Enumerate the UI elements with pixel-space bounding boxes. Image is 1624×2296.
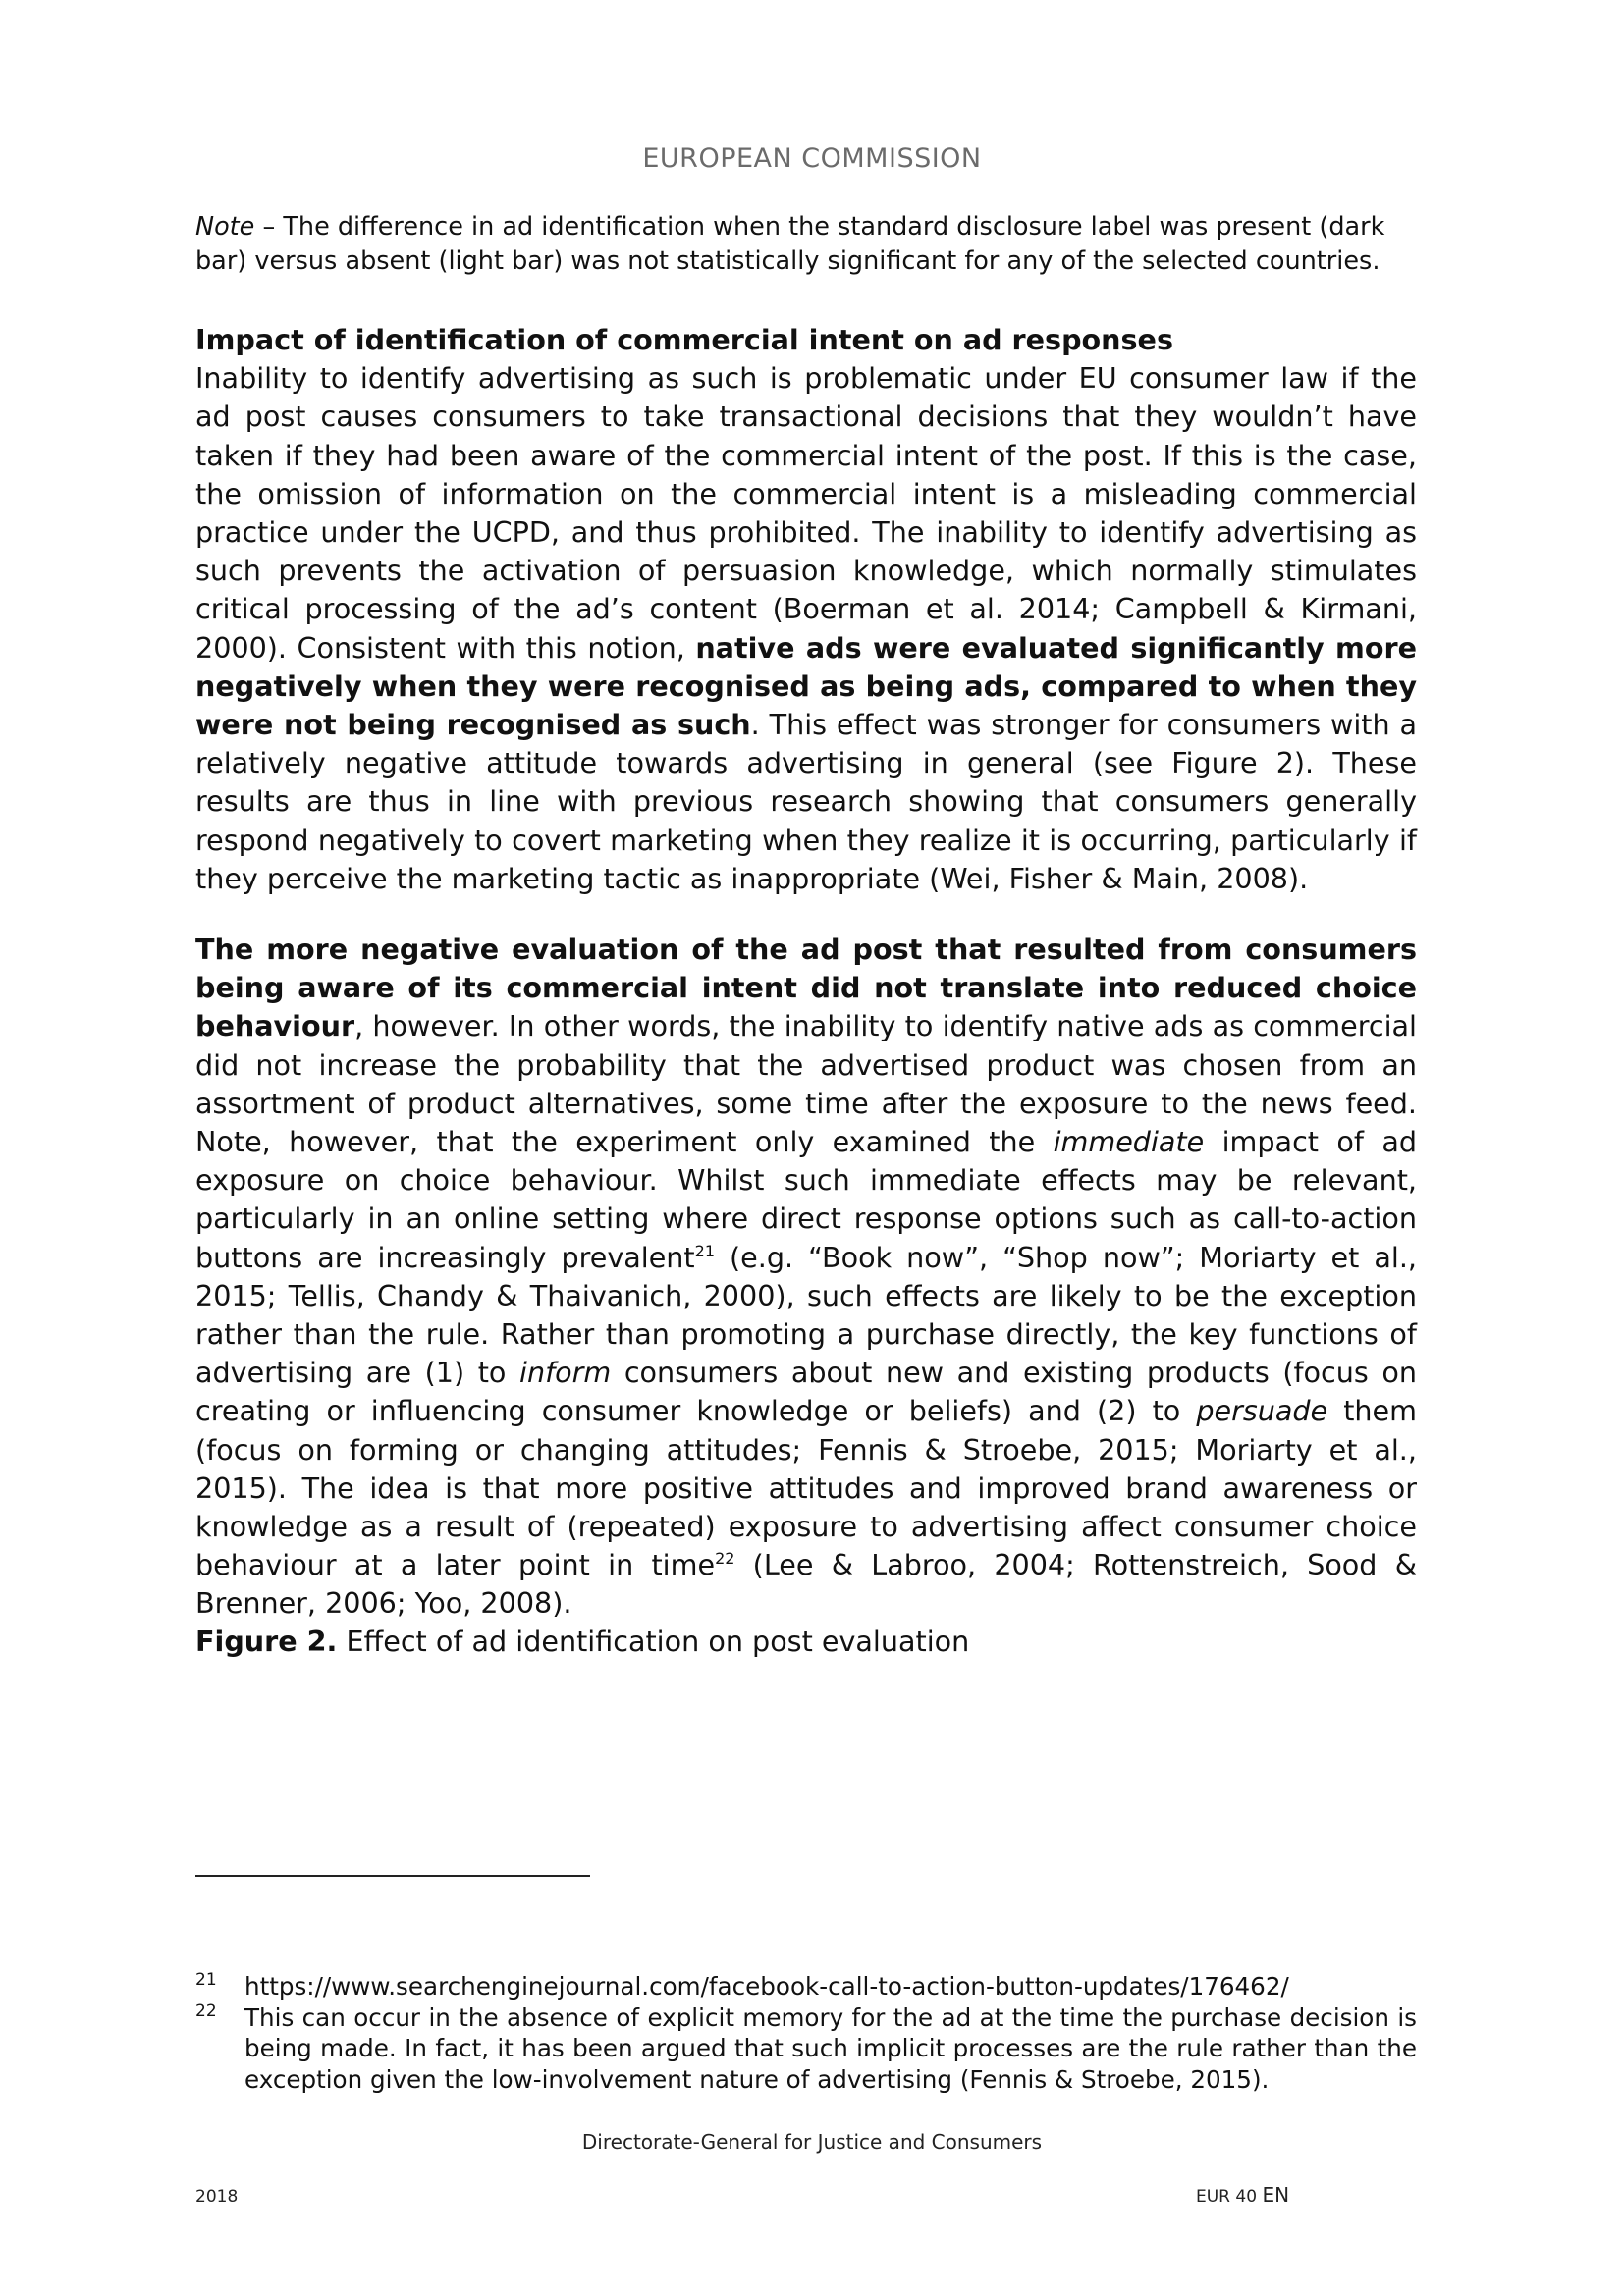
footer-directorate: Directorate-General for Justice and Consumers	[581, 2130, 1043, 2154]
key-finding-1: native ads were evaluated significantly more negatively when they were recognised as being ads, compared to when they were not being recognised as such	[195, 630, 1417, 742]
figure-caption-text: Effect of ad identification on post evaluation	[337, 1625, 970, 1658]
note-label: Note	[195, 212, 255, 241]
footnote-ref-22[interactable]: 22	[715, 1549, 735, 1569]
footnote-number: 21	[195, 1970, 217, 1990]
footnote-link[interactable]: https://www.searchenginejournal.com/facebook-call-to-action-button-updates/176462/	[244, 1972, 1289, 2001]
figure-label: Figure 2.	[195, 1625, 338, 1658]
footnote-number: 22	[195, 2002, 217, 2021]
running-header: EUROPEAN COMMISSION	[642, 143, 982, 174]
footer-page-ref	[1196, 2183, 1289, 2207]
footnote-ref-21[interactable]: 21	[694, 1241, 716, 1260]
figure-note	[195, 210, 1417, 279]
footnote-22	[195, 2002, 1417, 2095]
note-text: – The difference in ad identification when the standard disclosure label was present (dark bar) versus absent (light bar) was not statistically significant for any of the selected countries.	[195, 212, 1385, 276]
footer-year: 2018	[195, 2187, 239, 2207]
footer-eur: EUR 40	[1196, 2187, 1258, 2207]
figure-caption	[195, 1623, 1417, 1661]
section-heading: Impact of identification of commercial intent on ad responses	[195, 323, 1173, 356]
paragraph-1: Inability to identify advertising as such is problematic under EU consumer law if the ad post causes consumers to take transactional decisions that they wouldn’t have taken if they had been aware of the commercial intent of the post. If this is the case, the omission of information on the commercial intent is a misleading commercial practice under the UCPD, and thus prohibited. The inability to identify advertising as such prevents the activation of persuasion knowledge, which normally stimulates critical processing of the ad’s content (Boerman et al. 2014; Campbell & Kirmani, 2000). Consistent with this notion, native ads were evaluated significantly more negatively when they were recognised as being ads, compared to when they were not being recognised as such. This effect was stronger for consumers with a relatively negative attitude towards advertising in general (see Figure 2). These results are thus in line with previous research showing that consumers generally respond negatively to covert marketing when they realize it is occurring, particularly if they perceive the marketing tactic as inappropriate (Wei, Fisher & Main, 2008).	[195, 361, 1417, 895]
footer-lang: EN	[1262, 2183, 1290, 2207]
footnote-21	[195, 1971, 1417, 2002]
section-impact	[195, 321, 1417, 898]
footnote-text: This can occur in the absence of explicit memory for the ad at the time the purchase decision is being made. In fact, it has been argued that such implicit processes are the rule rather than the exception given the low-involvement nature of advertising (Fennis & Stroebe, 2015).	[244, 2003, 1417, 2094]
footnote-separator	[195, 1875, 590, 1877]
key-finding-2: The more negative evaluation of the ad post that resulted from consumers being aware of its commercial intent did not translate into reduced choice behaviour	[195, 933, 1417, 1043]
paragraph-2: The more negative evaluation of the ad post that resulted from consumers being aware of its commercial intent did not translate into reduced choice behaviour, however. In other words, the inability to identify native ads as commercial did not increase the probability that the advertised product was chosen from an assortment of product alternatives, some time after the exposure to the news feed. Note, however, that the experiment only examined the immediate impact of ad exposure on choice behaviour. Whilst such immediate effects may be relevant, particularly in an online setting where direct response options such as call-to-action buttons are increasingly prevalent$^{21}$ (e.g. “Book now”, “Shop now”; Moriarty et al., 2015; Tellis, Chandy & Thaivanich, 2000), such effects are likely to be the exception rather than the rule. Rather than promoting a purchase directly, the key functions of advertising are (1) to inform consumers about new and existing products (focus on creating or influencing consumer knowledge or beliefs) and (2) to persuade them (focus on forming or changing attitudes; Fennis & Stroebe, 2015; Moriarty et al., 2015). The idea is that more positive attitudes and improved brand awareness or knowledge as a result of (repeated) exposure to advertising affect consumer choice behaviour at a later point in time$^{22}$ (Lee & Labroo, 2004; Rottenstreich, Sood & Brenner, 2006; Yoo, 2008).	[195, 933, 1418, 1621]
